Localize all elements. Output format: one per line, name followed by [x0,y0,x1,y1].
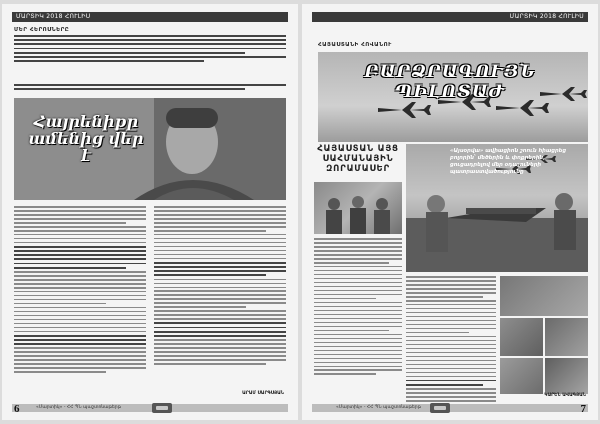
crowd-photo-1 [500,358,543,394]
officials-illustration [314,182,402,234]
right-column-1-text [314,238,402,375]
officials-photo [314,182,402,234]
right-section-label: ՀԱՅԱՍՏԱՆԻ ՀՈՎԱՆՈՒ [318,42,392,48]
newspaper-logo-right [430,403,450,413]
right-author: ԿԱՐԵՆ ԱՎԱԳՅԱՆ [544,393,586,398]
left-page [2,4,298,420]
jet-ground-photo-2 [545,318,588,356]
right-header-strip: ՄԱՐՏԻԿ 2018 ՀՈՒԼԻՍ [312,12,588,22]
right-side-title: ՀԱՅԱՍՏԱՆ ԱՅՑ ՍԱՀՄԱՆԱՅԻՆ ԶՈՐԱՄԱՍԵՐ [317,144,399,175]
left-footer-bar: «Մարտիկ» - ՀՀ ՊՆ պաշտոնաթերթ [12,404,288,412]
right-banner-title: ԲԱՐՁՐԱԳՈՒՅՆ ՊԻԼՈՏԱԺ [364,62,536,102]
left-page-number: 6 [14,403,20,415]
left-header-strip: ՄԱՐՏԻԿ 2018 ՀՈՒԼԻՍ [12,12,288,22]
intro-paragraph-2 [14,84,286,90]
right-column-2-text [406,276,496,406]
right-page-number: 7 [580,403,586,415]
pilot-photo [500,276,588,316]
left-column-1-text [14,206,146,373]
newspaper-logo [152,403,172,413]
left-headline: Հայրենիքը ամենից վեր է [28,112,144,165]
right-page [302,4,598,420]
left-column-2-text [154,206,286,365]
jet-ground-photo-1 [500,318,543,356]
left-author: ԱՐԱՄ ՍԱՐԳՍՅԱՆ [242,391,284,396]
right-photo-caption: «Այսօրվա» ավիացիոն շոուն հիացրեց բոլորին՝ մեծերին և փոքրերին, ցուցադրելով մեր օդաչուների պատրաստվածությունը [450,148,567,176]
airshow-crowd-photo [406,144,588,272]
right-footer-bar: «Մարտիկ» - ՀՀ ՊՆ պաշտոնաթերթ [312,404,588,412]
intro-paragraph [14,35,286,62]
crowd-photo-2 [545,358,588,394]
soldier-portrait-photo [14,98,286,200]
left-section-label: ՄԵՐ ՀԵՐՈՍՆԵՐԸ [14,27,70,33]
